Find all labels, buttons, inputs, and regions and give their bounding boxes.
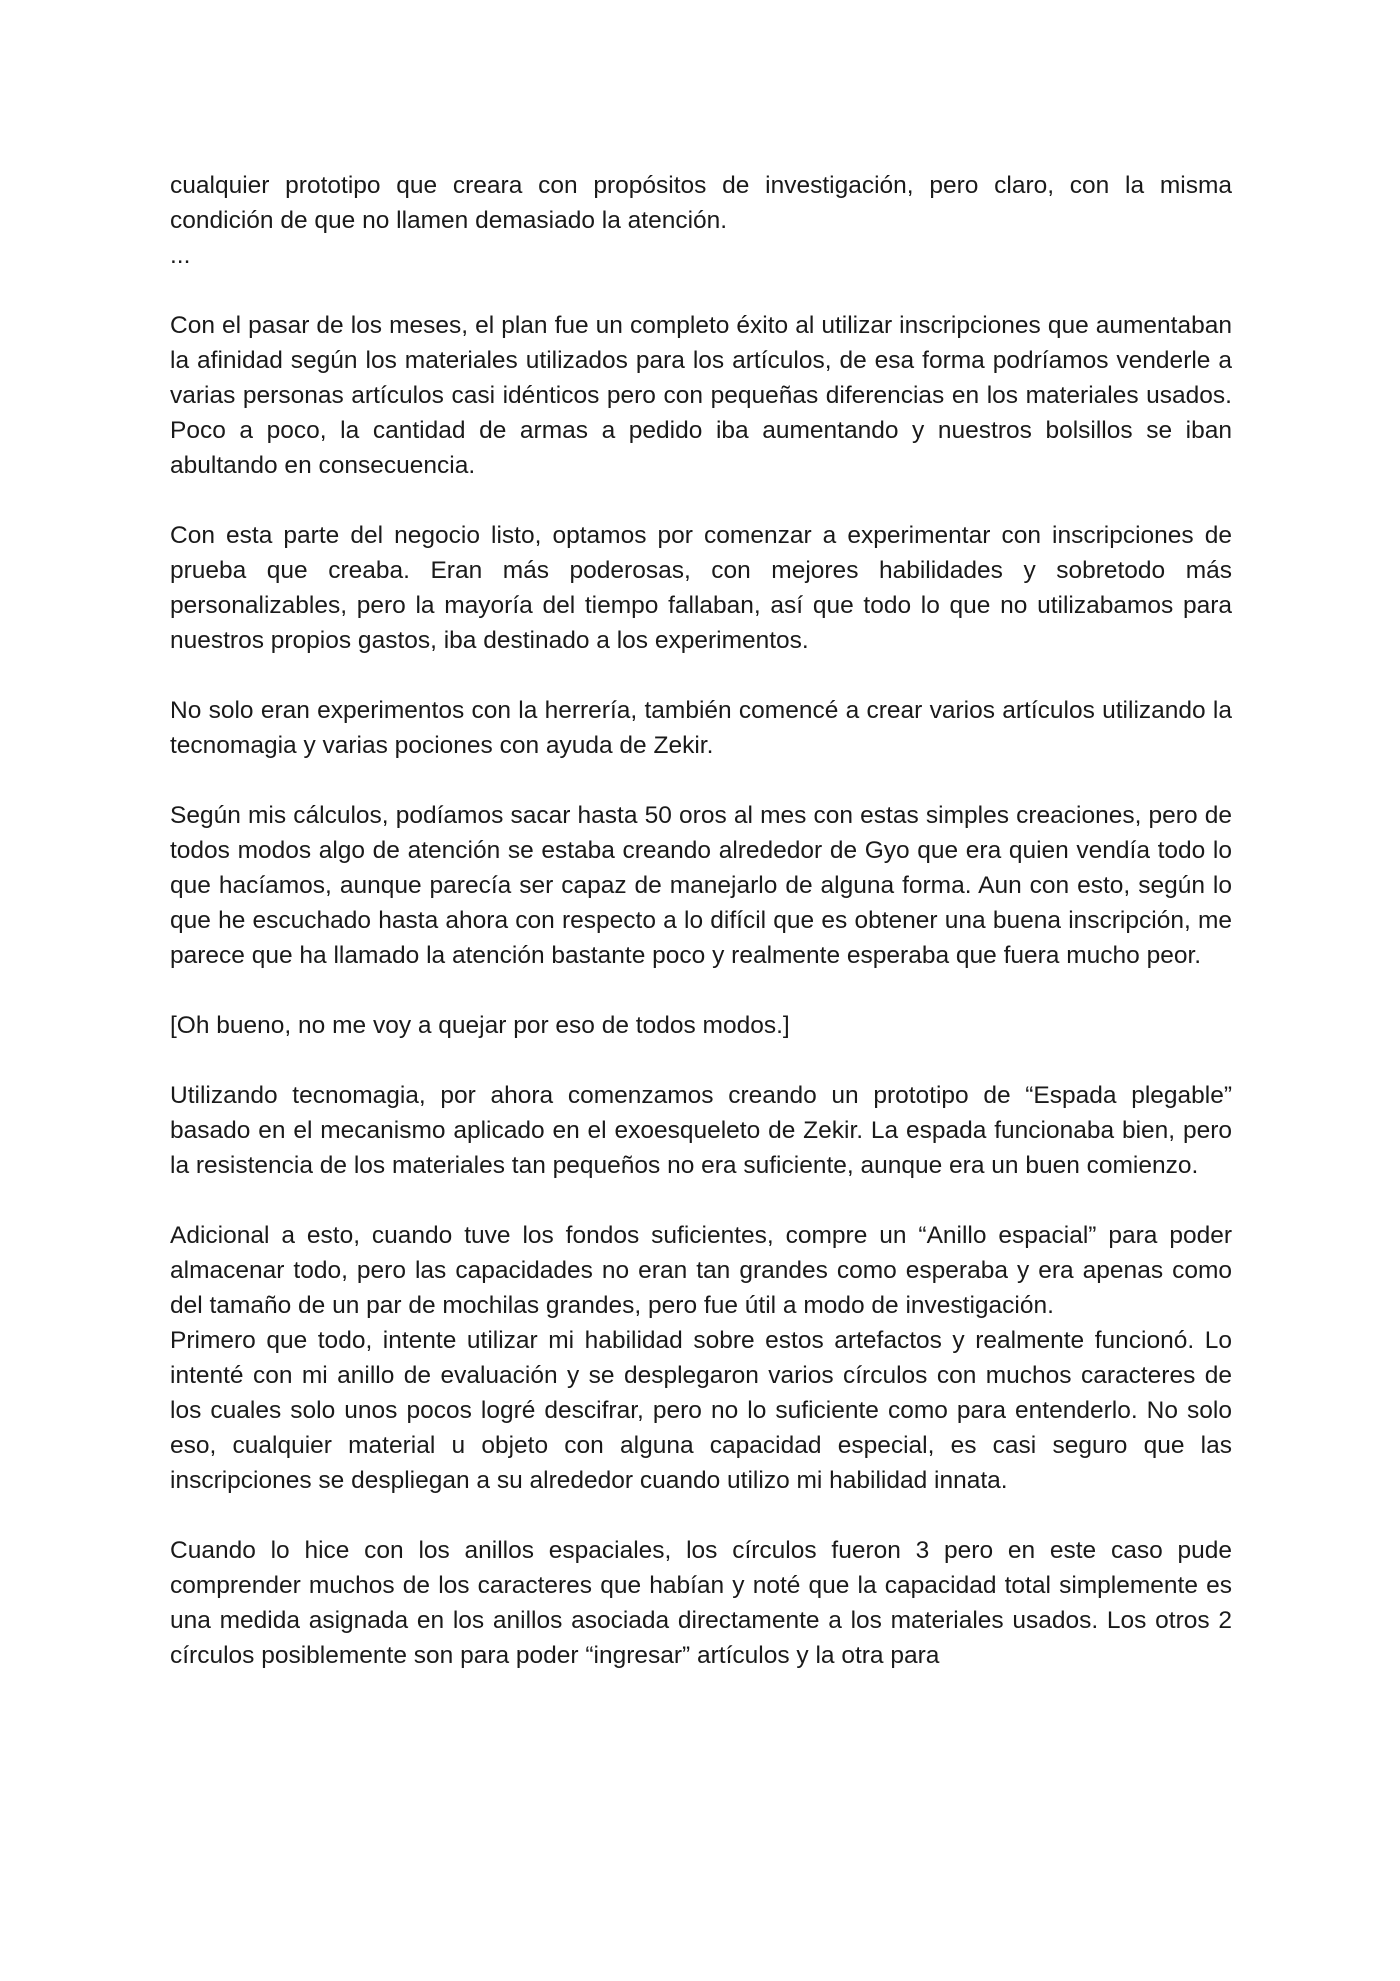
paragraph: Según mis cálculos, podíamos sacar hasta 50 oros al mes con estas simples creaciones, pero de todos modos algo de atención se estaba creando alrededor de Gyo que era quien vendía todo lo que hacíamos, aunque parecía ser capaz de manejarlo de alguna forma. Aun con esto, según lo que he escuchado hasta ahora con respecto a lo difícil que es obtener una buena inscripción, me parece que ha llamado la atención bastante poco y realmente esperaba que fuera mucho peor. (170, 802, 1232, 969)
paragraph: Primero que todo, intente utilizar mi habilidad sobre estos artefactos y realmente funcionó. Lo intenté con mi anillo de evaluación y se desplegaron varios círculos con muchos caracteres de los cuales solo unos pocos logré descifrar, pero no lo suficiente como para entenderlo. No solo eso, cualquier material u objeto con alguna capacidad especial, es casi seguro que las inscripciones se despliegan a su alrededor cuando utilizo mi habilidad innata. (170, 1327, 1232, 1494)
paragraph: No solo eran experimentos con la herrería, también comencé a crear varios artículos utilizando la tecnomagia y varias pociones con ayuda de Zekir. (170, 697, 1232, 759)
paragraph: Utilizando tecnomagia, por ahora comenzamos creando un prototipo de “Espada plegable” basado en el mecanismo aplicado en el exoesqueleto de Zekir. La espada funcionaba bien, pero la resistencia de los materiales tan pequeños no era suficiente, aunque era un buen comienzo. (170, 1082, 1232, 1179)
paragraph: cualquier prototipo que creara con propósitos de investigación, pero claro, con la misma condición de que no llamen demasiado la atención. (170, 172, 1232, 234)
paragraph: Con el pasar de los meses, el plan fue un completo éxito al utilizar inscripciones que aumentaban la afinidad según los materiales utilizados para los artículos, de esa forma podríamos venderle a varias personas artículos casi idénticos pero con pequeñas diferencias en los materiales usados. Poco a poco, la cantidad de armas a pedido iba aumentando y nuestros bolsillos se iban abultando en consecuencia. (170, 312, 1232, 479)
paragraph: Adicional a esto, cuando tuve los fondos suficientes, compre un “Anillo espacial” para poder almacenar todo, pero las capacidades no eran tan grandes como esperaba y era apenas como del tamaño de un par de mochilas grandes, pero fue útil a modo de investigación. (170, 1222, 1232, 1319)
document-page (170, 168, 1232, 1708)
paragraph: Cuando lo hice con los anillos espaciales, los círculos fueron 3 pero en este caso pude comprender muchos de los caracteres que habían y noté que la capacidad total simplemente es una medida asignada en los anillos asociada directamente a los materiales usados. Los otros 2 círculos posiblemente son para poder “ingresar” artículos y la otra para (170, 1537, 1232, 1669)
paragraph: Con esta parte del negocio listo, optamos por comenzar a experimentar con inscripciones de prueba que creaba. Eran más poderosas, con mejores habilidades y sobretodo más personalizables, pero la mayoría del tiempo fallaban, así que todo lo que no utilizabamos para nuestros propios gastos, iba destinado a los experimentos. (170, 522, 1232, 654)
thought-line: [Oh bueno, no me voy a quejar por eso de todos modos.] (170, 1012, 790, 1039)
scene-break: ... (170, 242, 191, 269)
